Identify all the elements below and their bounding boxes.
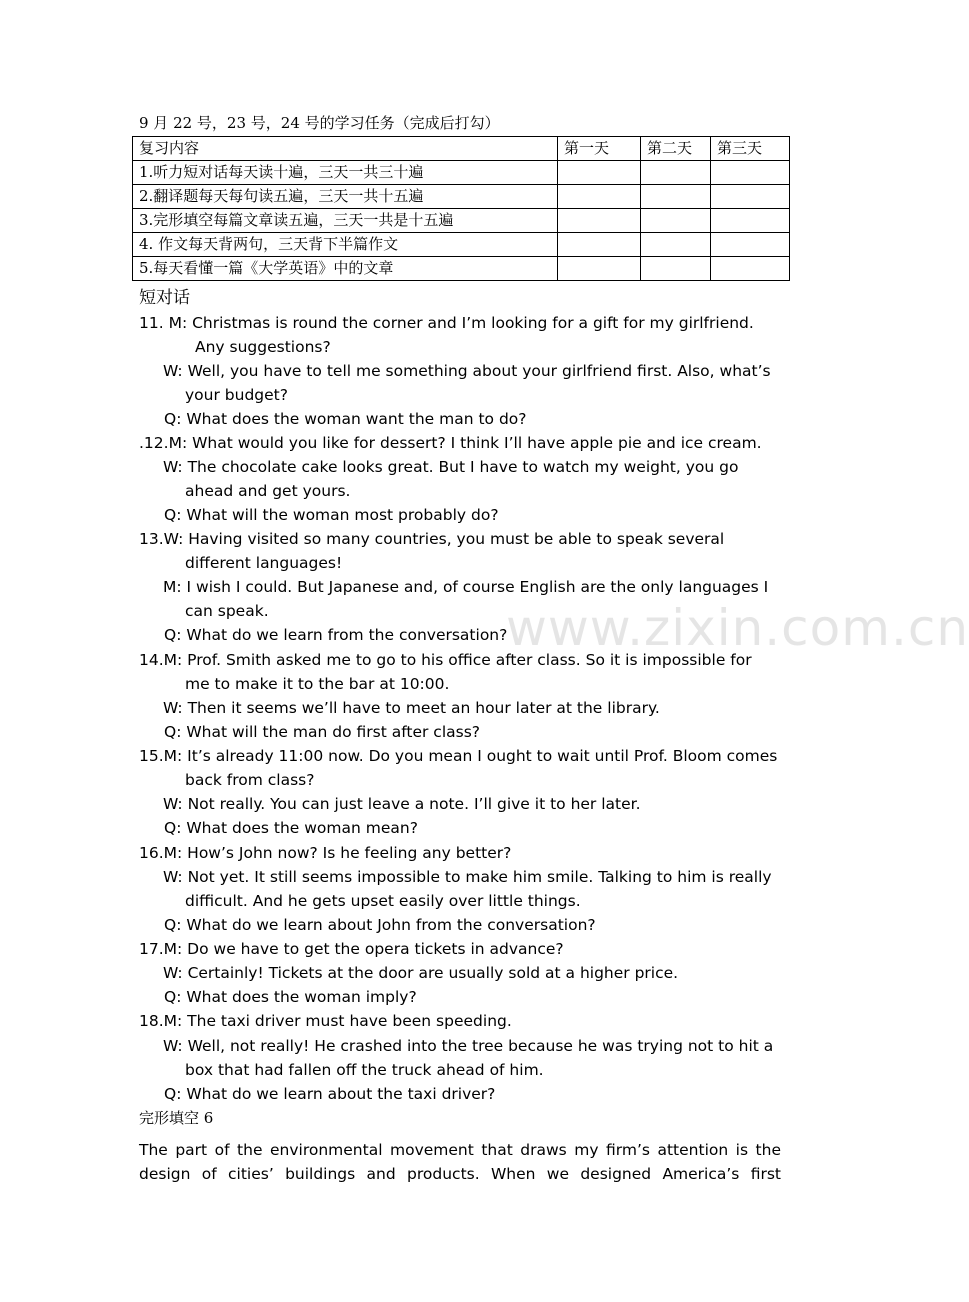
table-row xyxy=(133,233,790,257)
dialogue-line: Q: What does the woman mean? xyxy=(164,819,418,837)
dialogue-line: Q: What will the man do first after class? xyxy=(164,723,481,741)
checkbox-cell[interactable] xyxy=(558,185,641,209)
checkbox-cell[interactable] xyxy=(558,233,641,257)
dialogue-line: 17.M: Do we have to get the opera tickets in advance? xyxy=(139,940,564,958)
task-table xyxy=(132,136,790,281)
column-header: 复习内容 xyxy=(133,137,558,161)
checkbox-cell[interactable] xyxy=(641,161,711,185)
table-header-row xyxy=(133,137,790,161)
checkbox-cell[interactable] xyxy=(641,257,711,281)
dialogue-line: .12.M: What would you like for dessert? I think I’ll have apple pie and ice cream. xyxy=(139,434,762,452)
paragraph-line: design of cities’ buildings and products. When we designed America’s first xyxy=(139,1165,781,1183)
dialogue-line: your budget? xyxy=(185,386,288,404)
dialogue-line: Q: What does the woman want the man to do? xyxy=(164,410,527,428)
dialogue-line: W: Well, you have to tell me something about your girlfriend first. Also, what’s xyxy=(163,362,771,380)
table-row xyxy=(133,257,790,281)
task-cell: 1.听力短对话每天读十遍，三天一共三十遍 xyxy=(133,161,558,185)
checkbox-cell[interactable] xyxy=(558,161,641,185)
dialogue-line: W: Then it seems we’ll have to meet an hour later at the library. xyxy=(163,699,660,717)
dialogue-line: back from class? xyxy=(185,771,315,789)
dialogue-line: W: Well, not really! He crashed into the tree because he was trying not to hit a xyxy=(163,1037,774,1055)
dialogue-line: W: Not yet. It still seems impossible to make him smile. Talking to him is really xyxy=(163,868,772,886)
task-title: 9 月 22 号，23 号，24 号的学习任务（完成后打勾） xyxy=(139,114,500,132)
checkbox-cell[interactable] xyxy=(711,185,790,209)
dialogue-line: ahead and get yours. xyxy=(185,482,351,500)
dialogue-line: Q: What will the woman most probably do? xyxy=(164,506,499,524)
table-row xyxy=(133,209,790,233)
dialogue-line: can speak. xyxy=(185,602,269,620)
section-title-cloze: 完形填空 6 xyxy=(139,1109,214,1127)
dialogue-line: box that had fallen off the truck ahead of him. xyxy=(185,1061,544,1079)
dialogue-line: W: Certainly! Tickets at the door are usually sold at a higher price. xyxy=(163,964,679,982)
dialogue-line: difficult. And he gets upset easily over little things. xyxy=(185,892,581,910)
section-title-dialogues: 短对话 xyxy=(139,288,190,308)
checkbox-cell[interactable] xyxy=(641,209,711,233)
dialogue-line: 13.W: Having visited so many countries, you must be able to speak several xyxy=(139,530,725,548)
checkbox-cell[interactable] xyxy=(641,185,711,209)
dialogue-line: Any suggestions? xyxy=(195,338,331,356)
column-header: 第二天 xyxy=(641,137,711,161)
watermark: www.zixin.com.cn xyxy=(506,599,969,657)
dialogue-line: 15.M: It’s already 11:00 now. Do you mean I ought to wait until Prof. Bloom comes xyxy=(139,747,778,765)
checkbox-cell[interactable] xyxy=(558,257,641,281)
task-cell: 2.翻译题每天每句读五遍，三天一共十五遍 xyxy=(133,185,558,209)
dialogue-line: Q: What does the woman imply? xyxy=(164,988,417,1006)
dialogue-line: Q: What do we learn about John from the conversation? xyxy=(164,916,596,934)
dialogue-line: W: Not really. You can just leave a note. I’ll give it to her later. xyxy=(163,795,641,813)
checkbox-cell[interactable] xyxy=(711,233,790,257)
dialogue-line: different languages! xyxy=(185,554,343,572)
dialogue-line: M: I wish I could. But Japanese and, of course English are the only languages I xyxy=(163,578,769,596)
checkbox-cell[interactable] xyxy=(641,233,711,257)
checkbox-cell[interactable] xyxy=(711,209,790,233)
task-cell: 5.每天看懂一篇《大学英语》中的文章 xyxy=(133,257,558,281)
checkbox-cell[interactable] xyxy=(558,209,641,233)
checkbox-cell[interactable] xyxy=(711,257,790,281)
table-row xyxy=(133,161,790,185)
checkbox-cell[interactable] xyxy=(711,161,790,185)
dialogue-line: W: The chocolate cake looks great. But I have to watch my weight, you go xyxy=(163,458,739,476)
column-header: 第三天 xyxy=(711,137,790,161)
dialogue-line: 18.M: The taxi driver must have been speeding. xyxy=(139,1012,512,1030)
column-header: 第一天 xyxy=(558,137,641,161)
dialogue-line: Q: What do we learn about the taxi driver? xyxy=(164,1085,496,1103)
dialogue-line: Q: What do we learn from the conversation? xyxy=(164,626,508,644)
task-cell: 4. 作文每天背两句，三天背下半篇作文 xyxy=(133,233,558,257)
cloze-paragraph xyxy=(139,1138,781,1186)
task-cell: 3.完形填空每篇文章读五遍，三天一共是十五遍 xyxy=(133,209,558,233)
dialogue-line: 14.M: Prof. Smith asked me to go to his office after class. So it is impossible for xyxy=(139,651,752,669)
paragraph-line: The part of the environmental movement that draws my firm’s attention is the xyxy=(139,1141,781,1159)
dialogue-line: 11. M: Christmas is round the corner and I’m looking for a gift for my girlfriend. xyxy=(139,314,754,332)
table-row xyxy=(133,185,790,209)
dialogue-line: 16.M: How’s John now? Is he feeling any better? xyxy=(139,844,512,862)
dialogue-line: me to make it to the bar at 10:00. xyxy=(185,675,450,693)
